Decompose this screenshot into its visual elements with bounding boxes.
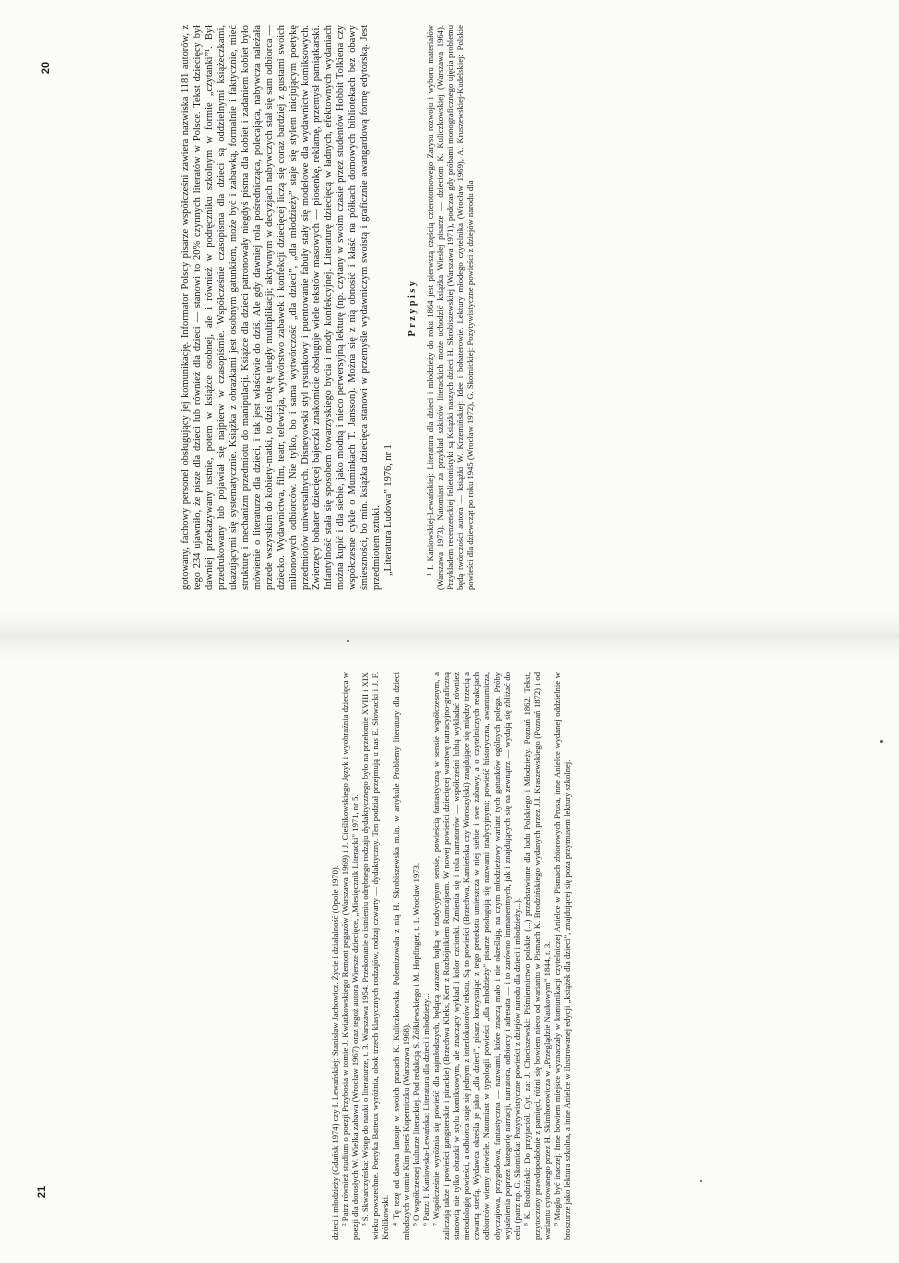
scan-speck: [347, 640, 349, 642]
footnote: ⁷ Współcześnie wyróżnia się powieść dla najmłodszych, będącą zarazem bajką w tradycyjnym sensie, powieścią fantastyczną w sensie współczesnym, a zaliczają także i powieści gangsterskie i pirackie) (Brzechwa Kleks, Kerr z Rozbójnikiem Rumcajsem. W nowej powieści dziecięcej warstwę narracyjno-graficzną stanowią nie tylko obrazki w stylu komiksowym, ale znaczący wykład i kolor czcionki. Zmienia się i rola narratorów — współcześni lubią wykładać również metodologię powieści, a odbiorca staje się jednym z interlokutorów tekstu. Są to powieści (Brzechwa, Kamieńska czy Woroszylski) znajdujące się między trzecią a czwartą strefą. Wydawca określa je jako „dla dzieci”, pisarz korzystając z tego pretekstu umieszcza w niej siebie i swe zabawy, a o czytelniczych reakcjach odbiorców wiemy niewiele. Natomiast w typologii powieści „dla młodzieży” pisarze posługują się nazwami tradycyjnymi: powieść historyczna, awanturnicza, obyczajowa, przygodowa, fantastyczna — nazwami, które znaczą mało i nie określają, na czym młodzieżowy wariant tych gatunków ogólnych polega. Próby wyjaśnienia poprzez kategorię narracji, narratora, odbiorcy i adresata — i to zarówno immanentnych, jak i znajdujących się na zewnątrz — wydają się zbliżać do celu (patrz np. G. Skotnicka: Pozytywistyczne powieści z dziejów narodu dla dzieci i młodzieży...).: [430, 672, 522, 1240]
scan-speck: [700, 1180, 702, 1182]
page-number-left: 20: [40, 61, 53, 75]
book-gutter-shadow: [0, 612, 899, 660]
footnote: ² Patrz również studium o poezji Przybosia w tomie J. Kwiatkowskiego Remont pegazów (Warszawa 1969) i J. Cieślikowskiego Język i wyobraźnia dziecięca w poezji dla dorosłych W. Wielka zabawa (Wrocław 1967) oraz tegoż autora Wiersze dziecięce, „Miesięcznik Literacki” 1971, nr 5.: [340, 672, 361, 1240]
left-page: [180, 25, 476, 590]
body-paragraph: gotowany, fachowy personel obsługujący jej komunikację. Informator Polscy pisarze współcześni zawiera nazwiska 1181 autorów, z tego 234 ujawniło, że pisze dla dzieci lub również dla dzieci — stanowi to 20% czynnych literatów w Polsce. Tekst dziecięcy był dawniej przekazywany ustnie, potem w książce osobnej, ale i również w podręczniku szkolnym w formie „czytanki”¹. Był przedrukowany lub pojawiał się najpierw w czasopiśmie. Współcześnie czasopisma dla dzieci są oddzielnymi książeczkami, ukazującymi się systematycznie. Książka z obrazkami jest osobnym gatunkiem, może być i zabawką, formalnie i faktycznie, mieć strukturę i mechanizm przedmiotu do manipulacji. Książce dla dzieci patronowały niegdyś pisma dla kobiet i zadaniem kobiet było mówienie o literaturze dla dzieci, i tak jest właściwie do dziś. Ale gdy dawniej rola pośrednicząca, polecająca, nabywcza należała przede wszystkim do kobiety-matki, to dziś rolę tę uległy multiplikacji; aktywnym w decyzjach nabywczych stał się sam odbiorca — dziecko. Wydawnictwa, film, teatr, telewizja, wytwórstwo zabawek i konfekcji dziecięcej liczą się coraz bardziej z gustami swoich milionowych odbiorców. Nie tylko, bo i sama wytwórczość „dla dzieci”, „dla młodzieży” staje się stylem inicjującym poetykę przedmiotów uniwersalnych. Disneyowski styl rysunkowy i puentowanie fabuły stały się modelowe dla wydawnictw komiksowych. Zwierzęcy bohater dziecięcej bajeczki znakomicie obsługuje wiele tekstów masowych — piosenkę, reklamę, przemysł pamiątkarski. Infantylność stała się sposobem towarzyskiego bycia i mody konfekcyjnej. Literaturę dziecięcą w ładnych, efektownych wydaniach można kupić i dla siebie, jako modną i nieco perwersyjną lekturę (np. czytany w swoim czasie przez studentów Hobbit Tolkiena czy współczesne cykle o Muminkach T. Jansson). Można się z nią obnosić i kłaść na półkach domowych bibliotekach bez obawy śmieszności, bo min. książka dziecięca stanowi w przemyśle wydawniczym swoistą i graficznie awangardową formę edytorską. Jest przedmiotem sztuki.: [180, 25, 383, 590]
page-number-right: 21: [36, 1185, 49, 1199]
footnote: dzieci i młodzieży (Gdańsk 1974) czy I. Lewańskiej: Stanisław Jachowicz. Życie i działalność (Opole 1970).: [330, 865, 340, 1240]
footnote: ¹ I. Kaniowskiej-Lewańskiej: Literatura dla dzieci i młodzieży do roku 1864 jest pierwszą częścią czterotomowego Zarysu rozwoju i wyboru materiałów (Warszawa 1973). Natomiast za przykład szkiców literackich może uchodzić książka Wiesłej pisarze — dzieciom K. Kuliczkowskiej (Warszawa 1964). Przykładem recenzenckiej felietonistyki są Książki naszych dzieci H. Skrobiszewskiej (Warszawa 1971), podczas gdy próbami monograficznego ujęcia problemu będą twórczości autora — książki W. Krzemińskiej: Idee i bohaterowie. Lektury młodego czytelnika (Wrocław 1969), A. Kruszewskiej-Kudelskiej: Polskie powieści dla dziewcząt po roku 1945 (Wrocław 1972), G. Skotnickiej: Pozytywistyczne powieści z dziejów narodu dla: [425, 25, 476, 590]
source-citation: „Literatura Ludowa” 1976, nr 1: [383, 444, 395, 576]
right-page: [330, 672, 572, 1240]
footnote: ⁴ Tę tezę od dawna lansuje w swoich pracach K. Kuliczkowska. Polemizowała z nią H. Skrobiszewska m.in. w artykule Problemy literatury dla dzieci młodszych w tomie Kim jesteś Koperniczku (Warszawa 1968).: [390, 672, 411, 1240]
scan-speck: [880, 740, 883, 743]
footnote: ³ S. Skwarczyńska: Wstęp do nauki o literaturze, t. 3. Warszawa 1954. Przekonanie o istnieniu odrębnego rodzaju dydaktycznego było na przełomie XVIII i XIX wieku powszechne. Poetyka Batteux wyróżnia, obok trzech klasycznych rodzajów, rodzaj czwarty — dydaktyczny. Ten podział przejmują u nas E. Słowacki i J. F. Królikowski.: [360, 672, 391, 1240]
footnote: ⁸ K. Brodziński: Do przyjaciół. Cyt. za: J. Chociszewski: Piśmiennictwo polskie (...) przedstawione dla ludu Polskiego i Młodzieży. Poznań 1862. Tekst, przytoczony prawdopodobnie z pamięci, różni się bowiem nieco od wariantu w Pismach K. Brodzińskiego wydanych przez J.I. Kraszewskiego (Poznań 1872) i od wariantu cytowanego przez H. Skimborowicza w „Przeglądzie Naukowym” 1844, t. 3.: [521, 672, 552, 1240]
footnote: ⁶ Patrz: I. Kaniowska-Lewańska: Literatura dla dzieci i młodzieży...: [420, 993, 431, 1226]
footnote: ⁹ Mogło być inaczej. Inne bowiem miejsce wyznaczały w komunikacji czytelniczej Anielce w Pismach zbiorowych Prusa, inne Anielce wydanej oddzielnie w broszurze jako lektura szkolna, a inne Anielce w ilustrowanej edycji „książek dla dzieci”, znajdującej się poza przymusem lektury szkolnej.: [552, 672, 573, 1240]
footnote: ⁵ O współczesnej kulturze literackiej. Pod redakcją S. Żółkiewskiego i M. Hopfinger, t. 1. Wrocław 1973.: [410, 863, 421, 1226]
notes-heading: Przypisy: [407, 278, 419, 337]
